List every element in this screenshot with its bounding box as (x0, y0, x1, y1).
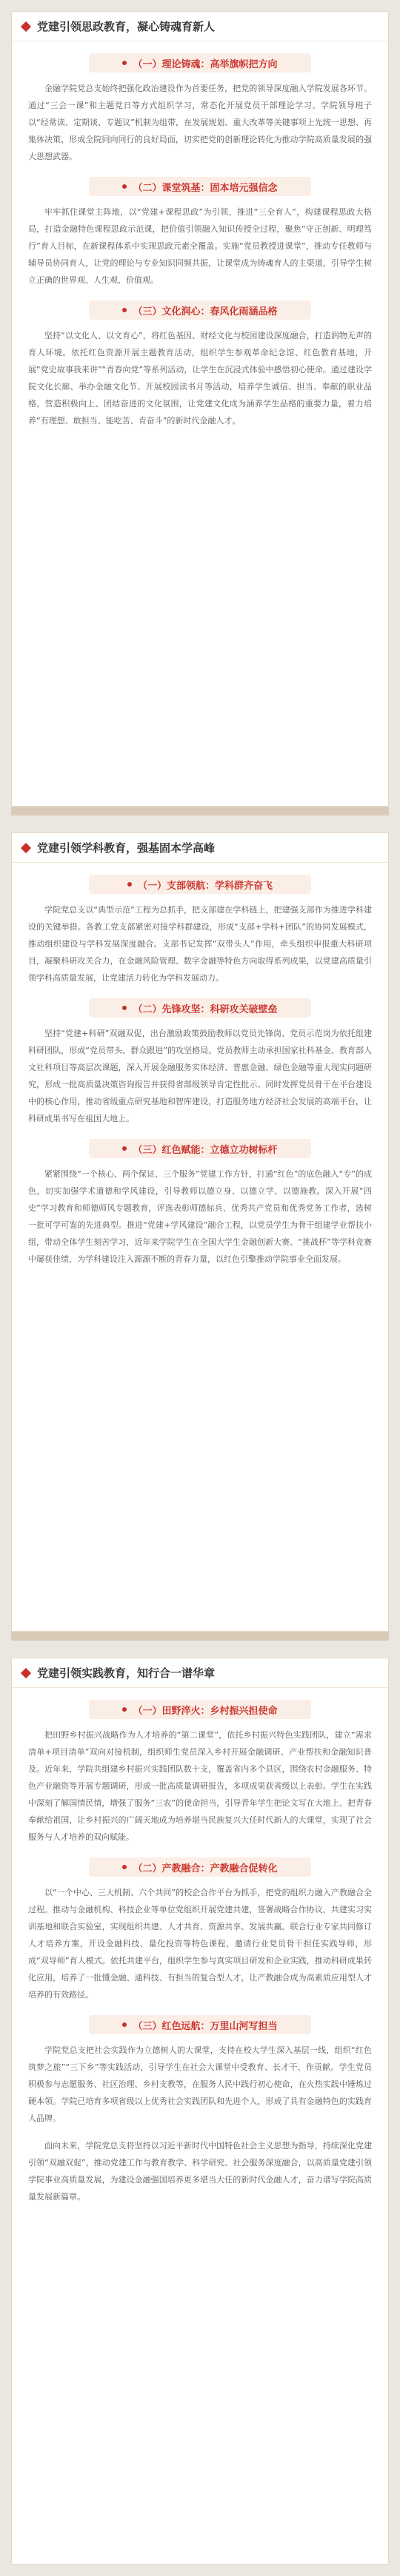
paragraph: 把田野乡村振兴战略作为人才培养的“第二课堂”，依托乡村振兴特色实践团队，建立“需求清单+项目清单”双向对接机制，组织师生党员深入乡村开展金融调研、产业帮扶和金融知识普及。近年来，学院共组建乡村振兴实践团队数十支，覆盖省内多个县区，围绕农村金融服务、特色产业融资等开展专题调研，形成一批高质量调研报告，多项成果获省级以上表彰。学生在实践中深刻了解国情民情，增强了服务“三农”的使命担当，引导青年学生把论文写在大地上、把青春奉献给祖国，让乡村振兴的广阔天地成为培养堪当民族复兴大任时代新人的大课堂，实现了社会服务与人才培养的双向赋能。 (28, 1730, 372, 1842)
subsection-heading (89, 1700, 311, 1719)
subsection-heading-text: （三）红色赋能：立德立功树标杆 (133, 1144, 278, 1156)
paragraph: 牢牢抓住课堂主阵地，以“党建+课程思政”为引领，推进“三全育人”，构建课程思政大格局，打造金融特色课程思政示范课，把价值引领融入知识传授全过程，聚焦“守正创新、明理笃行”育人目标，在新课程体系中实现思政元素全覆盖。实施“党员教授进课堂”，推动专任教师与辅导员协同育人，让党的理论与专业知识同频共振，让课堂成为铸魂育人的主渠道，引导学生树立正确的世界观、人生观、价值观。 (28, 207, 372, 285)
diamond-icon (21, 21, 31, 31)
section-header (12, 12, 388, 41)
paragraph: 紧紧围绕“一个核心、两个保证、三个服务”党建工作方针，打通“红色”的底色融入“专”的成色，切实加强学术道德和学风建设，引导教师以德立身、以德立学、以德施教。深入开展“四史”学习教育和师德师风专题教育，评选表彰师德标兵、优秀共产党员和优秀党务工作者，选树一批可学可鉴的先进典型。推进“党建+学风建设”融合工程，以党员学生为骨干组建学业帮扶小组，带动全体学生刻苦学习，近年来学院学生在全国大学生金融创新大赛、“挑战杯”等学科竞赛中屡获佳绩，为学科建设注入源源不断的青春力量，以红色引擎推动学院事业全面发展。 (28, 1169, 372, 1264)
paragraph: 学院党总支以“典型示范”工程为总抓手，把支部建在学科链上，把建强支部作为推进学科建设的关键举措。各教工党支部紧密对接学科群建设，形成“支部+学科+团队”的协同发展模式，推动组织建设与学科发展深度融合。支部书记发挥“双带头人”作用，牵头组织申报重大科研项目，凝聚科研攻关合力，在金融风险管理、数字金融等特色方向取得系列成果，以党建高质量引领学科高质量发展，让党建活力转化为学科发展动力。 (28, 905, 372, 983)
subsection-heading (89, 1139, 311, 1158)
paragraph: 坚持“以文化人、以文育心”，将红色基因、财经文化与校园建设深度融合，打造润物无声的育人环境。依托红色资源开展主题教育活动，组织学生参观革命纪念馆、红色教育基地，开展“党史故事我来讲”“青春向党”等系列活动，让学生在沉浸式体验中感悟初心使命。通过建设学院文化长廊、举办金融文化节、开展校园读书月等活动，培养学生诚信、担当、奉献的职业品格，营造积极向上、团结奋进的文化氛围，让党建文化成为涵养学生品格的重要力量，着力培养“有理想、敢担当、能吃苦、肯奋斗”的新时代金融人才。 (28, 331, 372, 426)
paragraph: 坚持“党建+科研”双融双促，出台激励政策鼓励教师以党员先锋岗、党员示范岗为依托组建科研团队，形成“党员带头、群众跟进”的攻坚格局。党员教师主动承担国家社科基金、教育部人文社科项目等高层次课题，深入开展金融服务实体经济、普惠金融、绿色金融等重大现实问题研究，形成一批高质量决策咨询报告并获得省部级领导肯定性批示。同时发挥党员骨干在平台建设中的核心作用，推动省级重点研究基地和智库建设，打造服务地方经济社会发展的高端平台，让科研成果书写在祖国大地上。 (28, 1029, 372, 1123)
subsection-heading (89, 1857, 311, 1877)
section-header (12, 833, 388, 863)
diamond-icon (21, 842, 31, 852)
section-title: 党建引领学科教育，强基固本学高峰 (37, 841, 216, 855)
paragraph: 学院党总支把社会实践作为立德树人的大课堂，支持在校大学生深入基层一线，组织“红色筑梦之旅”“三下乡”等实践活动，引导学生在社会大课堂中受教育、长才干、作贡献。学生党员积极参与志愿服务、社区治理、乡村支教等，在服务人民中践行初心使命，在火热实践中锤炼过硬本领。学院已培育多项省级以上优秀社会实践团队和先进个人，形成了具有金融特色的实践育人品牌。 (28, 2045, 372, 2123)
dot-icon (127, 882, 132, 887)
section-footer-bar (11, 1632, 389, 1641)
subsection-heading (89, 177, 311, 196)
paragraph: 金融学院党总支始终把强化政治建设作为首要任务，把党的领导深度融入学院发展各环节。通过“三会一课”和主题党日等方式组织学习，常态化开展党员干部理论学习。学院领导班子以“经常读、定期谈、专题议”机制为组带，在发展规划、重大改革等关键事项上先统一思想、再集体决策，形成全院同向同行的良好局面，切实把党的创新理论转化为推动学院高质量发展的强大思想武器。 (28, 84, 372, 161)
subsection-heading-text: （三）文化润心：春风化雨涵品格 (133, 306, 278, 317)
section-card-practice (11, 1658, 389, 2565)
paragraph: 面向未来，学院党总支将坚持以习近平新时代中国特色社会主义思想为指导，持续深化党建引领“双融双促”，推动党建工作与教育教学、科学研究、社会服务深度融合，以高质量党建引领学院事业高质量发展，为建设金融强国培养更多堪当大任的新时代金融人才，奋力谱写学院高质量发展新篇章。 (28, 2141, 372, 2202)
dot-icon (122, 1006, 127, 1010)
subsection-heading-text: （二）先锋攻坚：科研攻关破壁垒 (133, 1003, 278, 1015)
subsection-heading-text: （二）产教融合：产教融合促转化 (133, 1863, 278, 1874)
dot-icon (122, 1707, 127, 1712)
subsection-heading (89, 53, 311, 73)
subsection-heading-text: （二）课堂筑基：固本培元强信念 (133, 182, 278, 194)
subsection-heading-text: （一）田野淬火：乡村振兴担使命 (133, 1705, 278, 1717)
diamond-icon (21, 1667, 31, 1678)
dot-icon (122, 1865, 127, 1869)
dot-icon (122, 184, 127, 189)
subsection-heading (89, 2015, 311, 2034)
section-card-ideology (11, 11, 389, 807)
subsection-heading-text: （三）红色远航：万里山河写担当 (133, 2020, 278, 2032)
paragraph: 以“一个中心、三大机制、六个共同”的校企合作平台为抓手，把党的组织力融入产教融合全过程。推动与金融机构、科技企业等单位党组织开展党建共建，签署战略合作协议，共建实习实训基地和联合实验室，实现组织共建、人才共育、资源共享、发展共赢。联合行业专家共同修订人才培养方案，开设金融科技、量化投资等特色课程，邀请行业党员骨干担任实践导师，形成“双导师”育人模式。依托共建平台，组织学生参与真实项目研发和企业实践，推动科研成果转化应用，培养了一批懂金融、通科技、有担当的复合型人才，让产教融合成为高素质应用型人才培养的有效路径。 (28, 1888, 372, 2000)
section-header (12, 1658, 388, 1688)
dot-icon (122, 2022, 127, 2027)
subsection-heading (89, 300, 311, 320)
subsection-heading (89, 998, 311, 1018)
subsection-heading-text: （一）理论铸魂：高举旗帜把方向 (133, 58, 278, 70)
subsection-heading (89, 875, 311, 894)
dot-icon (122, 1146, 127, 1151)
section-title: 党建引领思政教育，凝心铸魂育新人 (37, 20, 216, 33)
dot-icon (122, 308, 127, 312)
dot-icon (122, 61, 127, 65)
subsection-heading-text: （一）支部领航：学科群齐奋飞 (137, 880, 273, 892)
section-footer-bar (11, 807, 389, 815)
section-title: 党建引领实践教育，知行合一谱华章 (37, 1667, 216, 1680)
section-card-discipline (11, 833, 389, 1632)
